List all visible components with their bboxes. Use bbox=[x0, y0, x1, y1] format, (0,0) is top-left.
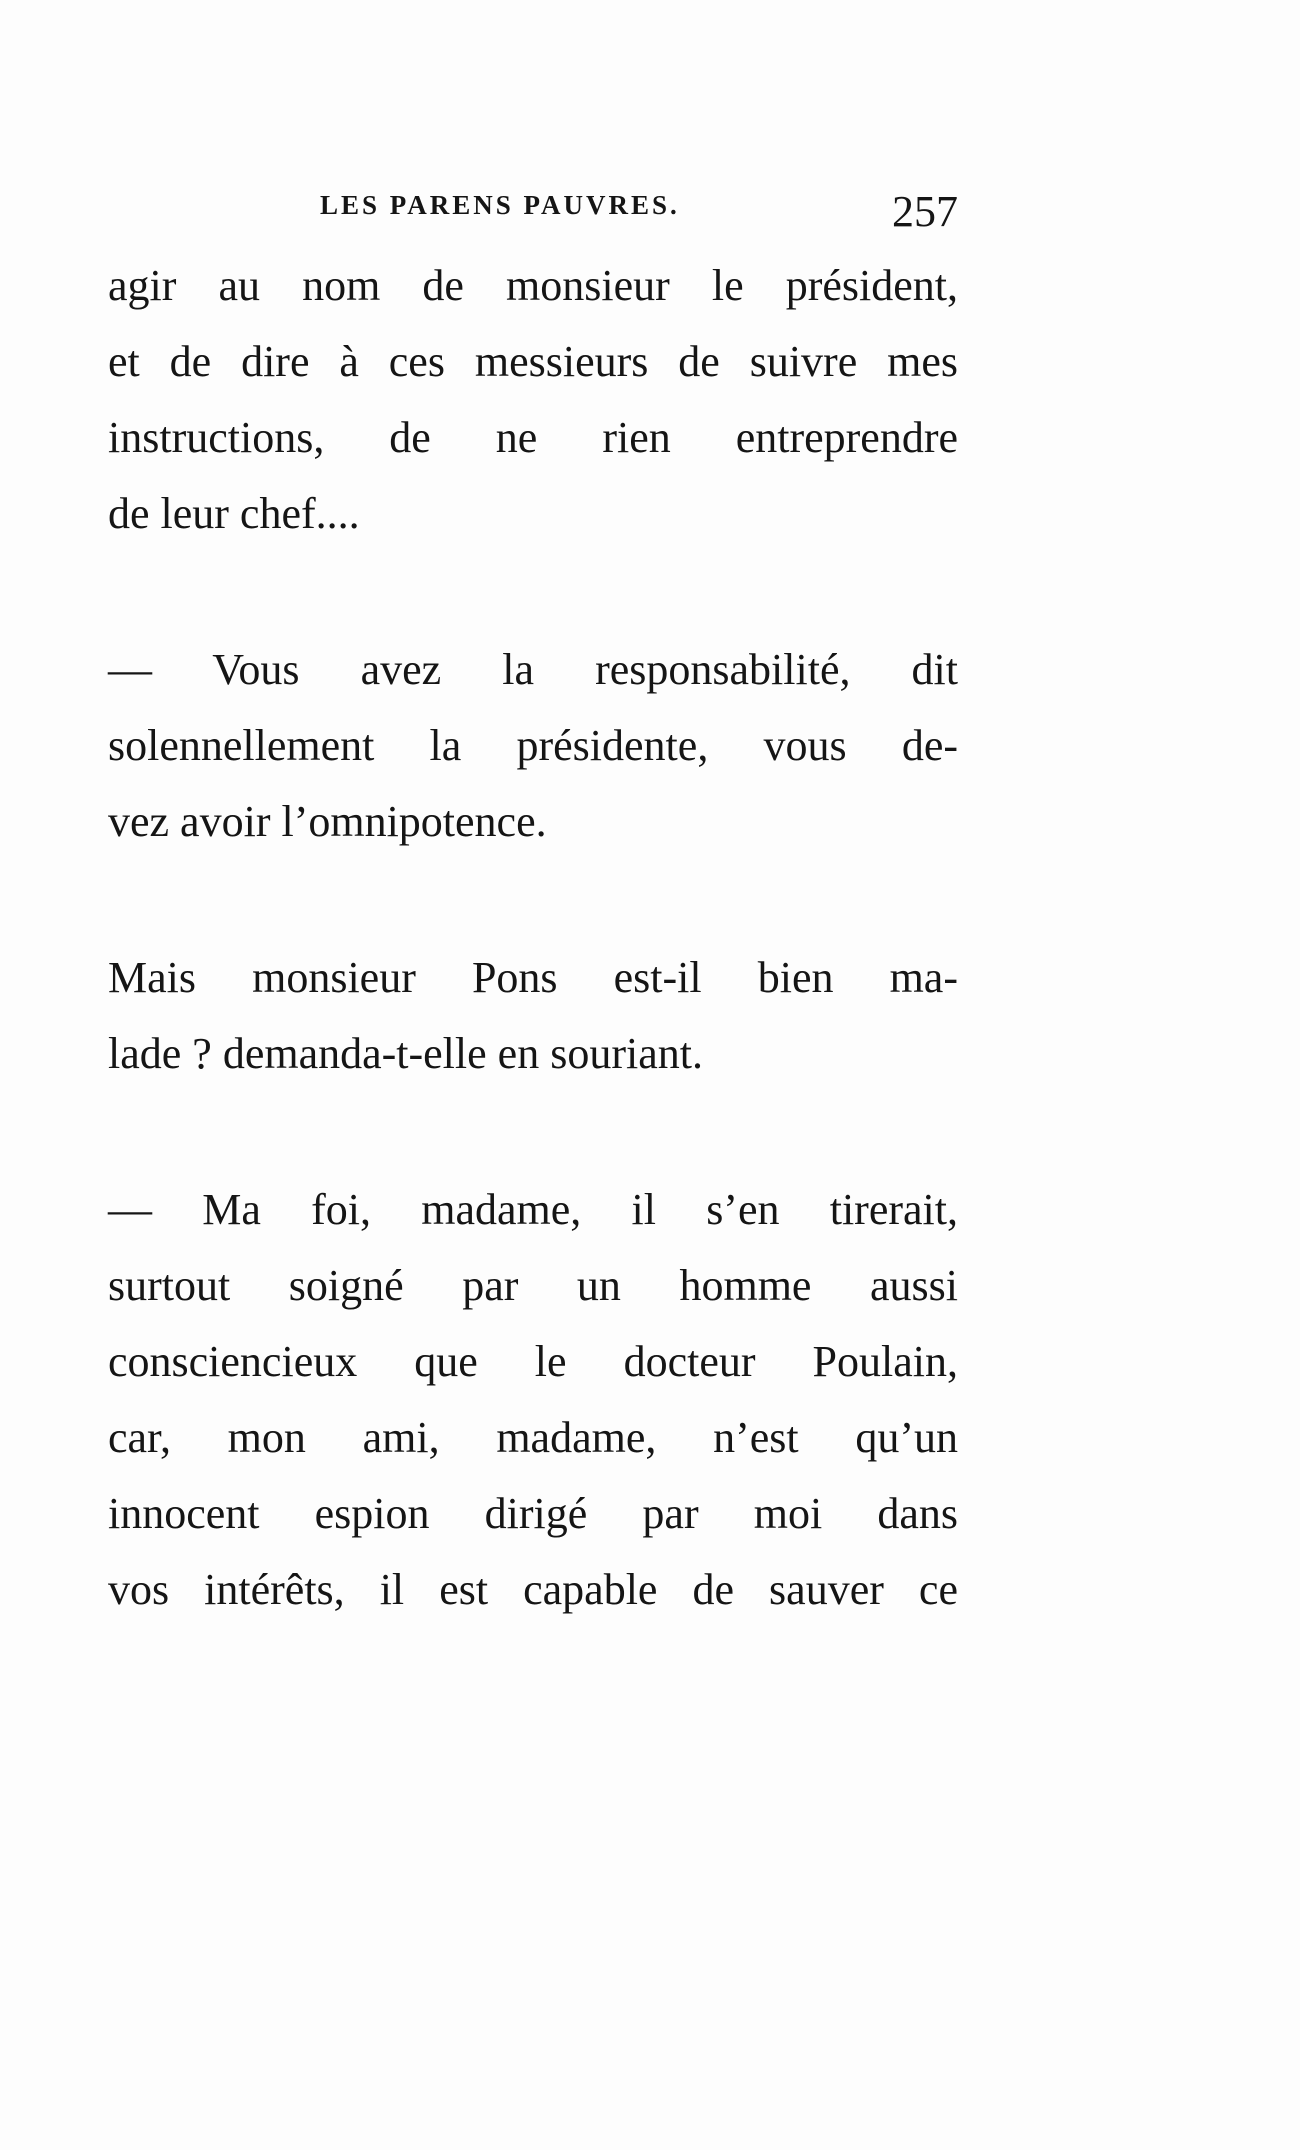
running-title: LES PARENS PAUVRES. bbox=[320, 190, 680, 220]
text-line: consciencieux que le docteur Poulain, bbox=[108, 1337, 958, 1386]
text-line: de leur chef.... bbox=[108, 489, 360, 538]
text-line: agir au nom de monsieur le président, bbox=[108, 261, 958, 310]
body-text bbox=[108, 248, 958, 1628]
paragraph-gap bbox=[108, 1092, 958, 1172]
text-line: innocent espion dirigé par moi dans bbox=[108, 1489, 958, 1538]
paragraph-gap bbox=[108, 860, 958, 940]
text-line: car, mon ami, madame, n’est qu’un bbox=[108, 1413, 958, 1462]
paragraph-4 bbox=[108, 1172, 958, 1628]
page-number: 257 bbox=[892, 187, 958, 236]
text-line: vez avoir l’omnipotence. bbox=[108, 797, 547, 846]
paragraph-3 bbox=[108, 940, 958, 1092]
text-line: — Vous avez la responsabilité, dit bbox=[108, 645, 958, 694]
paragraph-2 bbox=[108, 632, 958, 860]
text-line: instructions, de ne rien entreprendre bbox=[108, 413, 958, 462]
text-line: Mais monsieur Pons est-il bien ma- bbox=[108, 953, 958, 1002]
text-line: surtout soigné par un homme aussi bbox=[108, 1261, 958, 1310]
text-line: solennellement la présidente, vous de- bbox=[108, 721, 958, 770]
text-line: et de dire à ces messieurs de suivre mes bbox=[108, 337, 958, 386]
text-line: lade ? demanda-t-elle en souriant. bbox=[108, 1029, 703, 1078]
text-line: vos intérêts, il est capable de sauver ce bbox=[108, 1565, 958, 1614]
paragraph-1 bbox=[108, 248, 958, 552]
text-line: — Ma foi, madame, il s’en tirerait, bbox=[108, 1185, 958, 1234]
paragraph-gap bbox=[108, 552, 958, 632]
running-head bbox=[108, 186, 958, 246]
